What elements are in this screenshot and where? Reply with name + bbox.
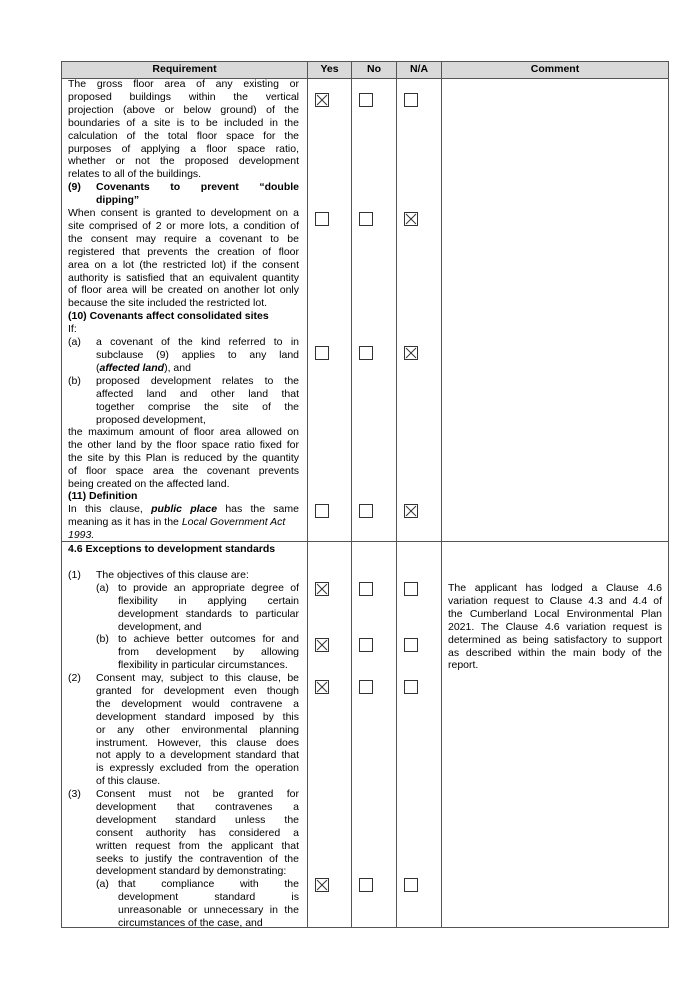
objective-b-text: to achieve better outcomes for and from development by allowing flexibility in particular circumstances. <box>118 633 299 671</box>
item-b-text: proposed development relates to the affected land and other land that together comprise the site of the proposed development, <box>96 375 299 426</box>
na-checkbox[interactable] <box>404 212 418 226</box>
definition-paragraph: In this clause, public place has the same meaning as it has in the Local Government Act 1993. <box>68 503 299 541</box>
section-4-6-heading: 4.6 Exceptions to development standards <box>68 543 276 555</box>
objective-a-text: to provide an appropriate degree of flexibility in applying certain development standards to particular development, and <box>118 582 299 633</box>
column-divider <box>441 62 442 927</box>
no-checkbox[interactable] <box>359 504 373 518</box>
clause-3-text: Consent must not be granted for development that contravenes a development standard unless the consent authority has considered a written request from the applicant that seeks to justify the contravention of the development standard by demonstrating: <box>96 788 299 878</box>
table-header <box>62 62 668 79</box>
header-yes: Yes <box>320 63 339 75</box>
yes-checkbox[interactable] <box>315 582 329 596</box>
item-a-text: a covenant of the kind referred to in subclause (9) applies to any land (affected land), and <box>96 336 299 374</box>
clause-3-number: (3) <box>68 788 81 800</box>
header-no: No <box>367 63 381 75</box>
header-requirement: Requirement <box>152 63 217 75</box>
clause-1-number: (1) <box>68 569 81 581</box>
na-checkbox[interactable] <box>404 93 418 107</box>
clause-3a-label: (a) <box>96 878 109 890</box>
na-checkbox[interactable] <box>404 346 418 360</box>
na-checkbox[interactable] <box>404 504 418 518</box>
header-na: N/A <box>409 63 429 75</box>
if-label: If: <box>68 323 77 335</box>
clause-9-heading: (9) Covenants to prevent “double dipping” <box>68 181 299 206</box>
item-b-label: (b) <box>68 375 81 387</box>
na-checkbox[interactable] <box>404 680 418 694</box>
no-checkbox[interactable] <box>359 212 373 226</box>
clause-2-number: (2) <box>68 672 81 684</box>
clause-1-text: The objectives of this clause are: <box>96 569 249 581</box>
yes-checkbox[interactable] <box>315 93 329 107</box>
no-checkbox[interactable] <box>359 582 373 596</box>
clause-11-heading: (11) Definition <box>68 490 138 502</box>
column-divider <box>396 62 397 927</box>
yes-checkbox[interactable] <box>315 346 329 360</box>
clause-3a-text: that compliance with the development standard is unreasonable or unnecessary in the circumstances of the case, and <box>118 878 299 929</box>
yes-checkbox[interactable] <box>315 638 329 652</box>
header-comment: Comment <box>530 63 580 75</box>
yes-checkbox[interactable] <box>315 680 329 694</box>
no-checkbox[interactable] <box>359 93 373 107</box>
na-checkbox[interactable] <box>404 582 418 596</box>
gfa-paragraph: The gross floor area of any existing or proposed buildings within the vertical projection (above or below ground) of the boundaries of a site is to be included in the calculation of the total floor space for the purposes of applying a floor space ratio, whether or not the proposed development relates to all of the buildings. <box>68 78 299 181</box>
yes-checkbox[interactable] <box>315 878 329 892</box>
na-checkbox[interactable] <box>404 878 418 892</box>
clause-10-heading: (10) Covenants affect consolidated sites <box>68 310 269 322</box>
no-checkbox[interactable] <box>359 878 373 892</box>
column-divider <box>351 62 352 927</box>
no-checkbox[interactable] <box>359 346 373 360</box>
comment-text: The applicant has lodged a Clause 4.6 variation request to Clause 4.3 and 4.4 of the Cumberland Local Environmental Plan 2021. The Clause 4.6 variation request is determined as being satisfactory to support as described within the main body of the report. <box>448 582 662 672</box>
na-checkbox[interactable] <box>404 638 418 652</box>
clause-9-paragraph: When consent is granted to development on a site comprised of 2 or more lots, a condition of the consent may require a covenant to be registered that prevents the creation of floor area on a lot (the restricted lot) if the consent authority is satisfied that an equivalent quantity of floor area will be created on another lot only because the site included the restricted lot. <box>68 207 299 310</box>
no-checkbox[interactable] <box>359 680 373 694</box>
column-divider <box>307 62 308 927</box>
no-checkbox[interactable] <box>359 638 373 652</box>
objective-b-label: (b) <box>96 633 109 645</box>
yes-checkbox[interactable] <box>315 504 329 518</box>
objective-a-label: (a) <box>96 582 109 594</box>
max-floor-paragraph: the maximum amount of floor area allowed on the other land by the floor space ratio fixed for the site by this Plan is reduced by the quantity of floor space area the covenant prevents being created on the affected land. <box>68 426 299 490</box>
clause-2-text: Consent may, subject to this clause, be granted for development even though the development would contravene a development standard imposed by this or any other environmental planning instrument. However, this clause does not apply to a development standard that is expressly excluded from the operation of this clause. <box>96 672 299 788</box>
yes-checkbox[interactable] <box>315 212 329 226</box>
item-a-label: (a) <box>68 336 81 348</box>
